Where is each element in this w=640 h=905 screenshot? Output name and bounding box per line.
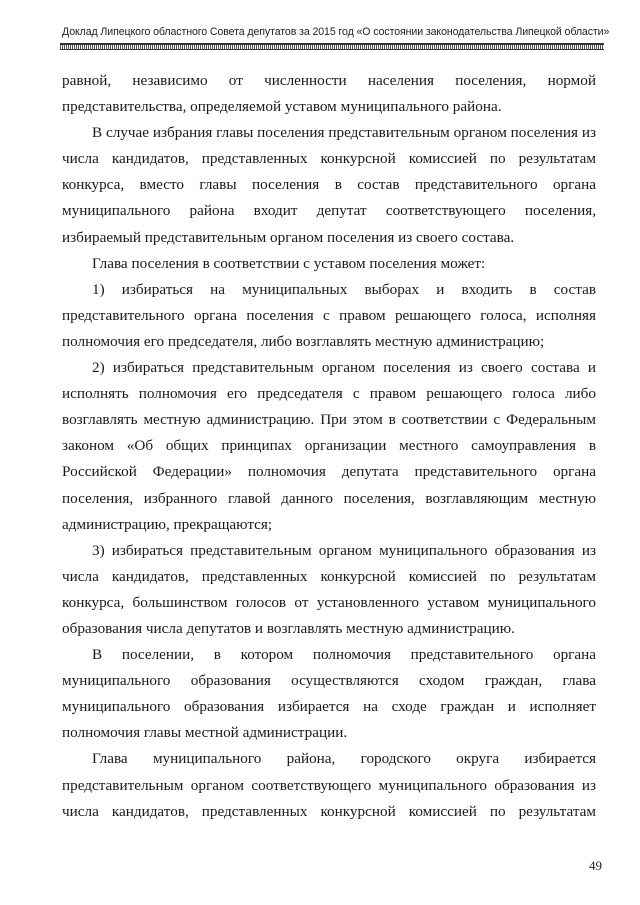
text-line: муниципального образования избирается на сходе граждан и исполняет	[62, 698, 596, 716]
paragraph	[62, 746, 596, 772]
text-line: числа кандидатов, представленных конкурсной комиссией по результатам	[62, 802, 596, 820]
header-rule	[60, 43, 604, 50]
text-line: законом «Об общих принципах организации местного самоуправления в	[62, 437, 596, 455]
paragraph	[62, 68, 596, 94]
paragraph	[62, 694, 596, 720]
paragraph	[62, 486, 596, 512]
paragraph	[62, 668, 596, 694]
text-line: Российской Федерации» полномочия депутата представительного органа	[62, 463, 596, 481]
text-line: муниципального района входит депутат соответствующего поселения,	[62, 202, 596, 220]
text-line: конкурса, большинством голосов от установленного уставом муниципального	[62, 593, 596, 611]
text-line: представительного органа поселения с правом решающего голоса, исполняя	[62, 306, 596, 324]
text-line: избираемый представительным органом поселения из своего состава.	[62, 228, 515, 246]
paragraph	[62, 277, 596, 303]
paragraph	[62, 355, 596, 381]
paragraph	[62, 251, 596, 277]
body-text	[62, 68, 596, 825]
paragraph	[62, 564, 596, 590]
text-line: конкурса, вместо главы поселения в состав представительного органа	[62, 176, 596, 194]
text-line: В поселении, в котором полномочия представительного органа	[92, 646, 596, 664]
text-line: администрацию, прекращаются;	[62, 515, 273, 533]
text-line: полномочия главы местной администрации.	[62, 724, 348, 742]
paragraph	[62, 303, 596, 329]
text-line: 3) избираться представительным органом муниципального образования из	[92, 541, 596, 559]
text-line: муниципального образования осуществляются сходом граждан, глава	[62, 672, 596, 690]
paragraph	[62, 720, 596, 746]
paragraph	[62, 799, 596, 825]
text-line: представительным органом соответствующего муниципального образования из	[62, 776, 596, 794]
text-line: возглавлять местную администрацию. При этом в соответствии с Федеральным	[62, 411, 596, 429]
text-line: равной, независимо от численности населения поселения, нормой	[62, 72, 596, 89]
paragraph	[62, 773, 596, 799]
paragraph	[62, 616, 596, 642]
page-number: 49	[589, 858, 602, 873]
text-line: исполнять полномочия его председателя с правом решающего голоса либо	[62, 385, 596, 403]
paragraph	[62, 538, 596, 564]
paragraph	[62, 329, 596, 355]
paragraph	[62, 590, 596, 616]
paragraph	[62, 642, 596, 668]
text-line: Глава муниципального района, городского округа избирается	[92, 750, 596, 768]
text-line: Глава поселения в соответствии с уставом поселения может:	[92, 254, 486, 272]
paragraph	[62, 120, 596, 146]
paragraph	[62, 198, 596, 224]
running-header: Доклад Липецкого областного Совета депутатов за 2015 год «О состоянии законодательства Липецкой области»	[62, 26, 610, 38]
text-line: В случае избрания главы поселения представительным органом поселения из	[92, 124, 596, 142]
text-line: представительства, определяемой уставом муниципального района.	[62, 98, 502, 116]
paragraph	[62, 407, 596, 433]
text-line: числа кандидатов, представленных конкурсной комиссией по результатам	[62, 567, 596, 585]
text-line: поселения, избранного главой данного поселения, возглавляющим местную	[62, 489, 596, 507]
paragraph	[62, 94, 596, 120]
paragraph	[62, 433, 596, 459]
paragraph	[62, 381, 596, 407]
paragraph	[62, 225, 596, 251]
paragraph	[62, 512, 596, 538]
text-line: 1) избираться на муниципальных выборах и входить в состав	[92, 280, 596, 298]
text-line: образования числа депутатов и возглавлять местную администрацию.	[62, 619, 515, 637]
paragraph	[62, 459, 596, 485]
paragraph	[62, 146, 596, 172]
paragraph	[62, 172, 596, 198]
text-line: числа кандидатов, представленных конкурсной комиссией по результатам	[62, 150, 596, 168]
text-line: 2) избираться представительным органом поселения из своего состава и	[92, 359, 596, 377]
text-line: полномочия его председателя, либо возглавлять местную администрацию;	[62, 332, 545, 350]
